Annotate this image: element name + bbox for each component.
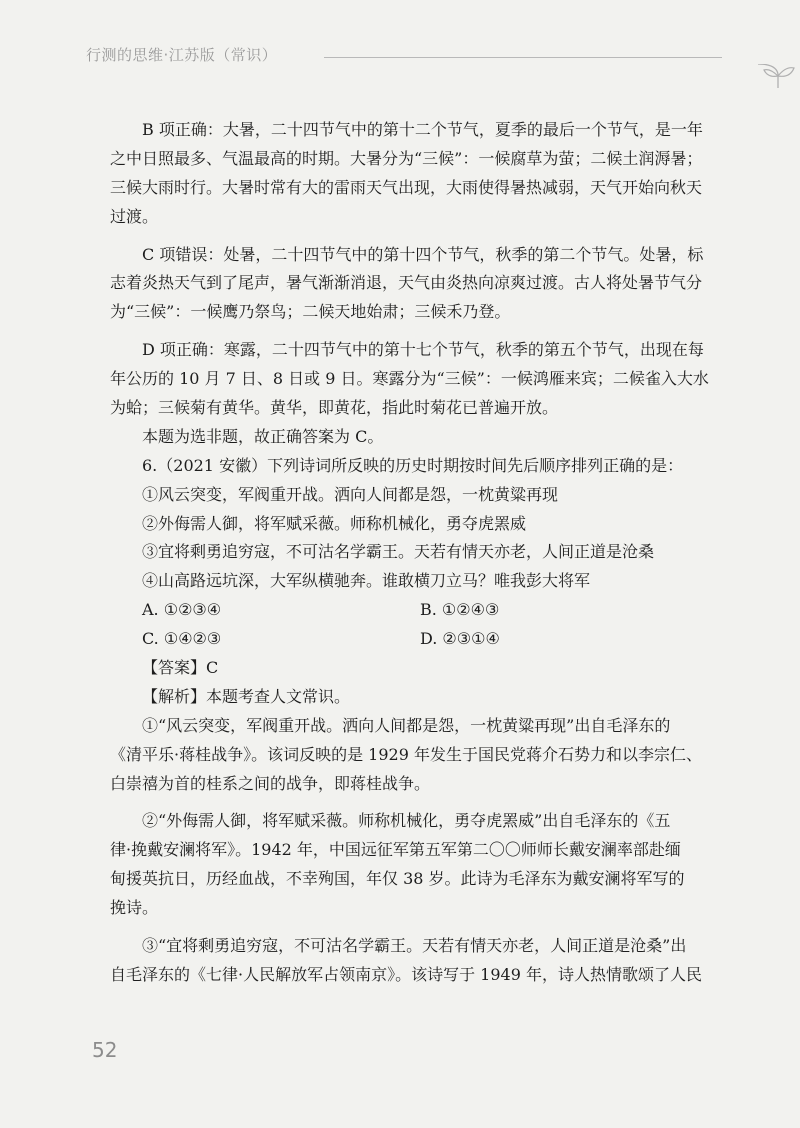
text-line: C 项错误：处暑，二十四节气中的第十四个节气，秋季的第二个节气。处暑，标 [142,244,704,264]
answer: 【答案】C [142,658,219,678]
option-a: A. ①②③④ [142,600,222,620]
text-line: 律·挽戴安澜将军》。1942 年，中国远征军第五军第二〇〇师师长戴安澜率部赴缅 [110,840,681,860]
analysis-3 [110,932,710,990]
explanation-d [110,336,710,423]
text-line: 年公历的 10 月 7 日、8 日或 9 日。寒露分为“三候”：一候鸿雁来宾；二候雀入大水 [110,369,709,389]
page-content [110,116,710,990]
analysis-intro: 【解析】本题考查人文常识。 [142,686,351,706]
text-line: 志着炎热天气到了尾声，暑气渐渐消退，天气由炎热向凉爽过渡。古人将处暑节气分 [110,273,703,293]
question-stem: 6.（2021 安徽）下列诗词所反映的历史时期按时间先后顺序排列正确的是： [142,455,684,475]
text-line: 为“三候”：一候鹰乃祭鸟；二候天地始肃；三候禾乃登。 [110,302,511,322]
analysis-2 [110,807,710,923]
explanation-b [110,116,710,232]
text-line: B 项正确：大暑，二十四节气中的第十二个节气，夏季的最后一个节气，是一年 [142,120,703,139]
option-row [110,596,710,625]
running-header [86,40,726,70]
question-item: ①风云突变，军阀重开战。洒向人间都是怨，一枕黄粱再现 [142,484,559,504]
text-line: 之中日照最多、气温最高的时期。大暑分为“三候”：一候腐草为萤；二候土润溽暑； [110,148,703,168]
sprout-icon [758,64,798,98]
text-line: 自毛泽东的《七律·人民解放军占领南京》。该诗写于 1949 年，诗人热情歌颂了人民 [110,964,702,984]
question-item: ③宜将剩勇追穷寇，不可沽名学霸王。天若有情天亦老，人间正道是沧桑 [142,542,655,562]
text-line: D 项正确：寒露，二十四节气中的第十七个节气，秋季的第五个节气，出现在每 [142,340,704,360]
question-item: ④山高路远坑深，大军纵横驰奔。谁敢横刀立马？唯我彭大将军 [142,571,591,591]
conclusion: 本题为选非题，故正确答案为 C。 [142,426,384,446]
header-rule [324,57,722,58]
text-line: ①“风云突变，军阀重开战。洒向人间都是怨，一枕黄粱再现”出自毛泽东的 [142,715,671,735]
option-c: C. ①④②③ [142,629,222,649]
header-title: 行测的思维·江苏版（常识） [86,46,278,64]
text-line: 过渡。 [110,206,159,226]
text-line: 《清平乐·蒋桂战争》。该词反映的是 1929 年发生于国民党蒋介石势力和以李宗仁、 [110,744,702,764]
option-d: D. ②③①④ [420,629,500,649]
text-line: ②“外侮需人御，将军赋采薇。师称机械化，勇夺虎罴威”出自毛泽东的《五 [142,811,671,831]
explanation-c [110,241,710,328]
text-line: 挽诗。 [110,898,159,918]
question-6 [110,452,710,654]
question-item: ②外侮需人御，将军赋采薇。师称机械化，勇夺虎罴威 [142,513,527,533]
text-line: ③“宜将剩勇追穷寇，不可沽名学霸王。天若有情天亦老，人间正道是沧桑”出 [142,936,687,956]
option-b: B. ①②④③ [420,600,500,620]
text-line: 白崇禧为首的桂系之间的战争，即蒋桂战争。 [110,773,431,793]
text-line: 甸援英抗日，历经血战，不幸殉国，年仅 38 岁。此诗为毛泽东为戴安澜将军写的 [110,869,685,889]
analysis-1 [110,712,710,799]
page-number: 52 [92,1038,118,1062]
text-line: 三候大雨时行。大暑时常有大的雷雨天气出现，大雨使得暑热减弱，天气开始向秋天 [110,177,703,197]
option-row [110,625,710,654]
text-line: 为蛤；三候菊有黄华。黄华，即黄花，指此时菊花已普遍开放。 [110,398,559,418]
